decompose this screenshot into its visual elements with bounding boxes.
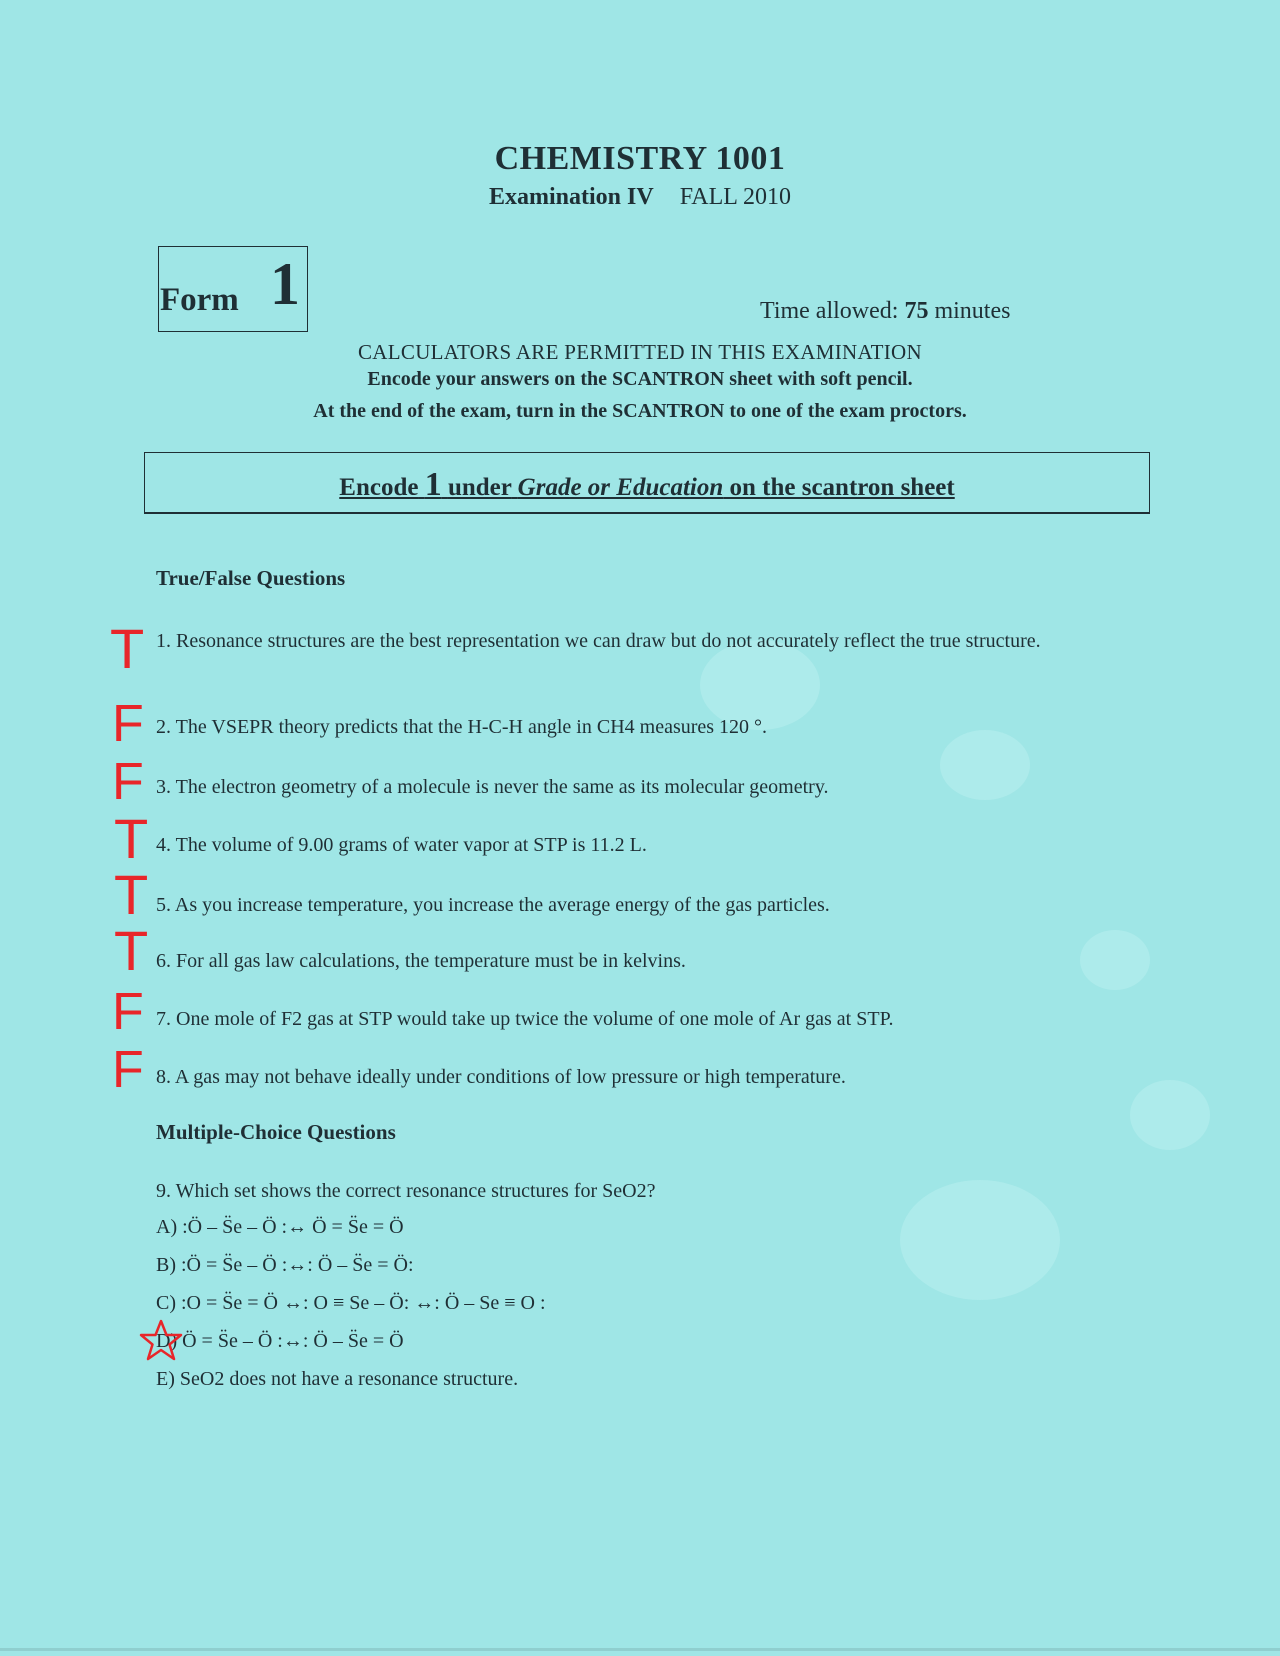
answer-mark: T	[114, 807, 149, 870]
calculator-note: CALCULATORS ARE PERMITTED IN THIS EXAMINATION	[358, 340, 922, 364]
question-4: 4. The volume of 9.00 grams of water vapor at STP is 11.2 L.	[156, 834, 647, 856]
question-1: 1. Resonance structures are the best representation we can draw but do not accurately reflect the true structure.	[156, 630, 1041, 652]
encode-note: Encode your answers on the SCANTRON sheet with soft pencil.	[367, 368, 913, 390]
encode-post: on the scantron sheet	[729, 474, 955, 501]
answer-mark: F	[112, 695, 144, 753]
time-suffix: minutes	[934, 298, 1011, 324]
true-false-heading: True/False Questions	[156, 566, 346, 590]
answer-mark: F	[112, 1041, 144, 1099]
encode-number: 1	[424, 466, 442, 503]
question-9: 9. Which set shows the correct resonance structures for SeO2?	[156, 1180, 656, 1202]
exam-term: FALL 2010	[679, 184, 792, 210]
question-6: 6. For all gas law calculations, the temperature must be in kelvins.	[156, 950, 686, 972]
option-b: B) :Ö = S̈e – Ö :↔: Ö – S̈e = Ö:	[156, 1254, 414, 1276]
option-e: E) SeO2 does not have a resonance structure.	[156, 1368, 519, 1390]
form-number: 1	[270, 251, 300, 317]
answer-mark: F	[112, 753, 144, 811]
encode-mid: under	[447, 474, 512, 501]
question-2: 2. The VSEPR theory predicts that the H-C-H angle in CH4 measures 120 °.	[156, 716, 768, 738]
answer-mark: T	[114, 919, 149, 982]
multiple-choice-heading: Multiple-Choice Questions	[156, 1120, 396, 1144]
time-allowed	[760, 298, 1010, 325]
exam-name: Examination IV	[488, 184, 654, 210]
form-label: Form	[160, 282, 239, 318]
answer-mark: T	[114, 863, 149, 926]
time-minutes: 75	[904, 298, 929, 324]
page-edge	[0, 1648, 1280, 1651]
answer-mark: T	[110, 617, 145, 680]
answer-mark: F	[112, 983, 144, 1041]
question-8: 8. A gas may not behave ideally under conditions of low pressure or high temperature.	[156, 1066, 846, 1088]
option-a: A) :Ö – S̈e – Ö :↔ Ö = S̈e = Ö	[156, 1216, 404, 1238]
option-d: D) Ö = S̈e – Ö :↔: Ö – S̈e = Ö	[156, 1330, 404, 1352]
question-3: 3. The electron geometry of a molecule is never the same as its molecular geometry.	[156, 776, 829, 798]
paper-smudge	[1130, 1080, 1210, 1150]
encode-instruction	[144, 466, 1150, 504]
encode-field: Grade or Education	[517, 474, 724, 501]
turn-in-note: At the end of the exam, turn in the SCANTRON to one of the exam proctors.	[313, 400, 967, 422]
question-7: 7. One mole of F2 gas at STP would take up twice the volume of one mole of Ar gas at STP.	[156, 1008, 894, 1030]
exam-subtitle	[0, 184, 1280, 211]
selected-star-icon	[138, 1318, 184, 1364]
encode-pre: Encode	[339, 474, 419, 501]
option-c: C) :O = S̈e = Ö ↔: O ≡ Se – Ö: ↔: Ö – Se ≡ O :	[156, 1292, 546, 1314]
question-5: 5. As you increase temperature, you increase the average energy of the gas particles.	[156, 894, 830, 916]
time-prefix: Time allowed:	[760, 298, 899, 324]
course-title: CHEMISTRY 1001	[494, 140, 786, 177]
